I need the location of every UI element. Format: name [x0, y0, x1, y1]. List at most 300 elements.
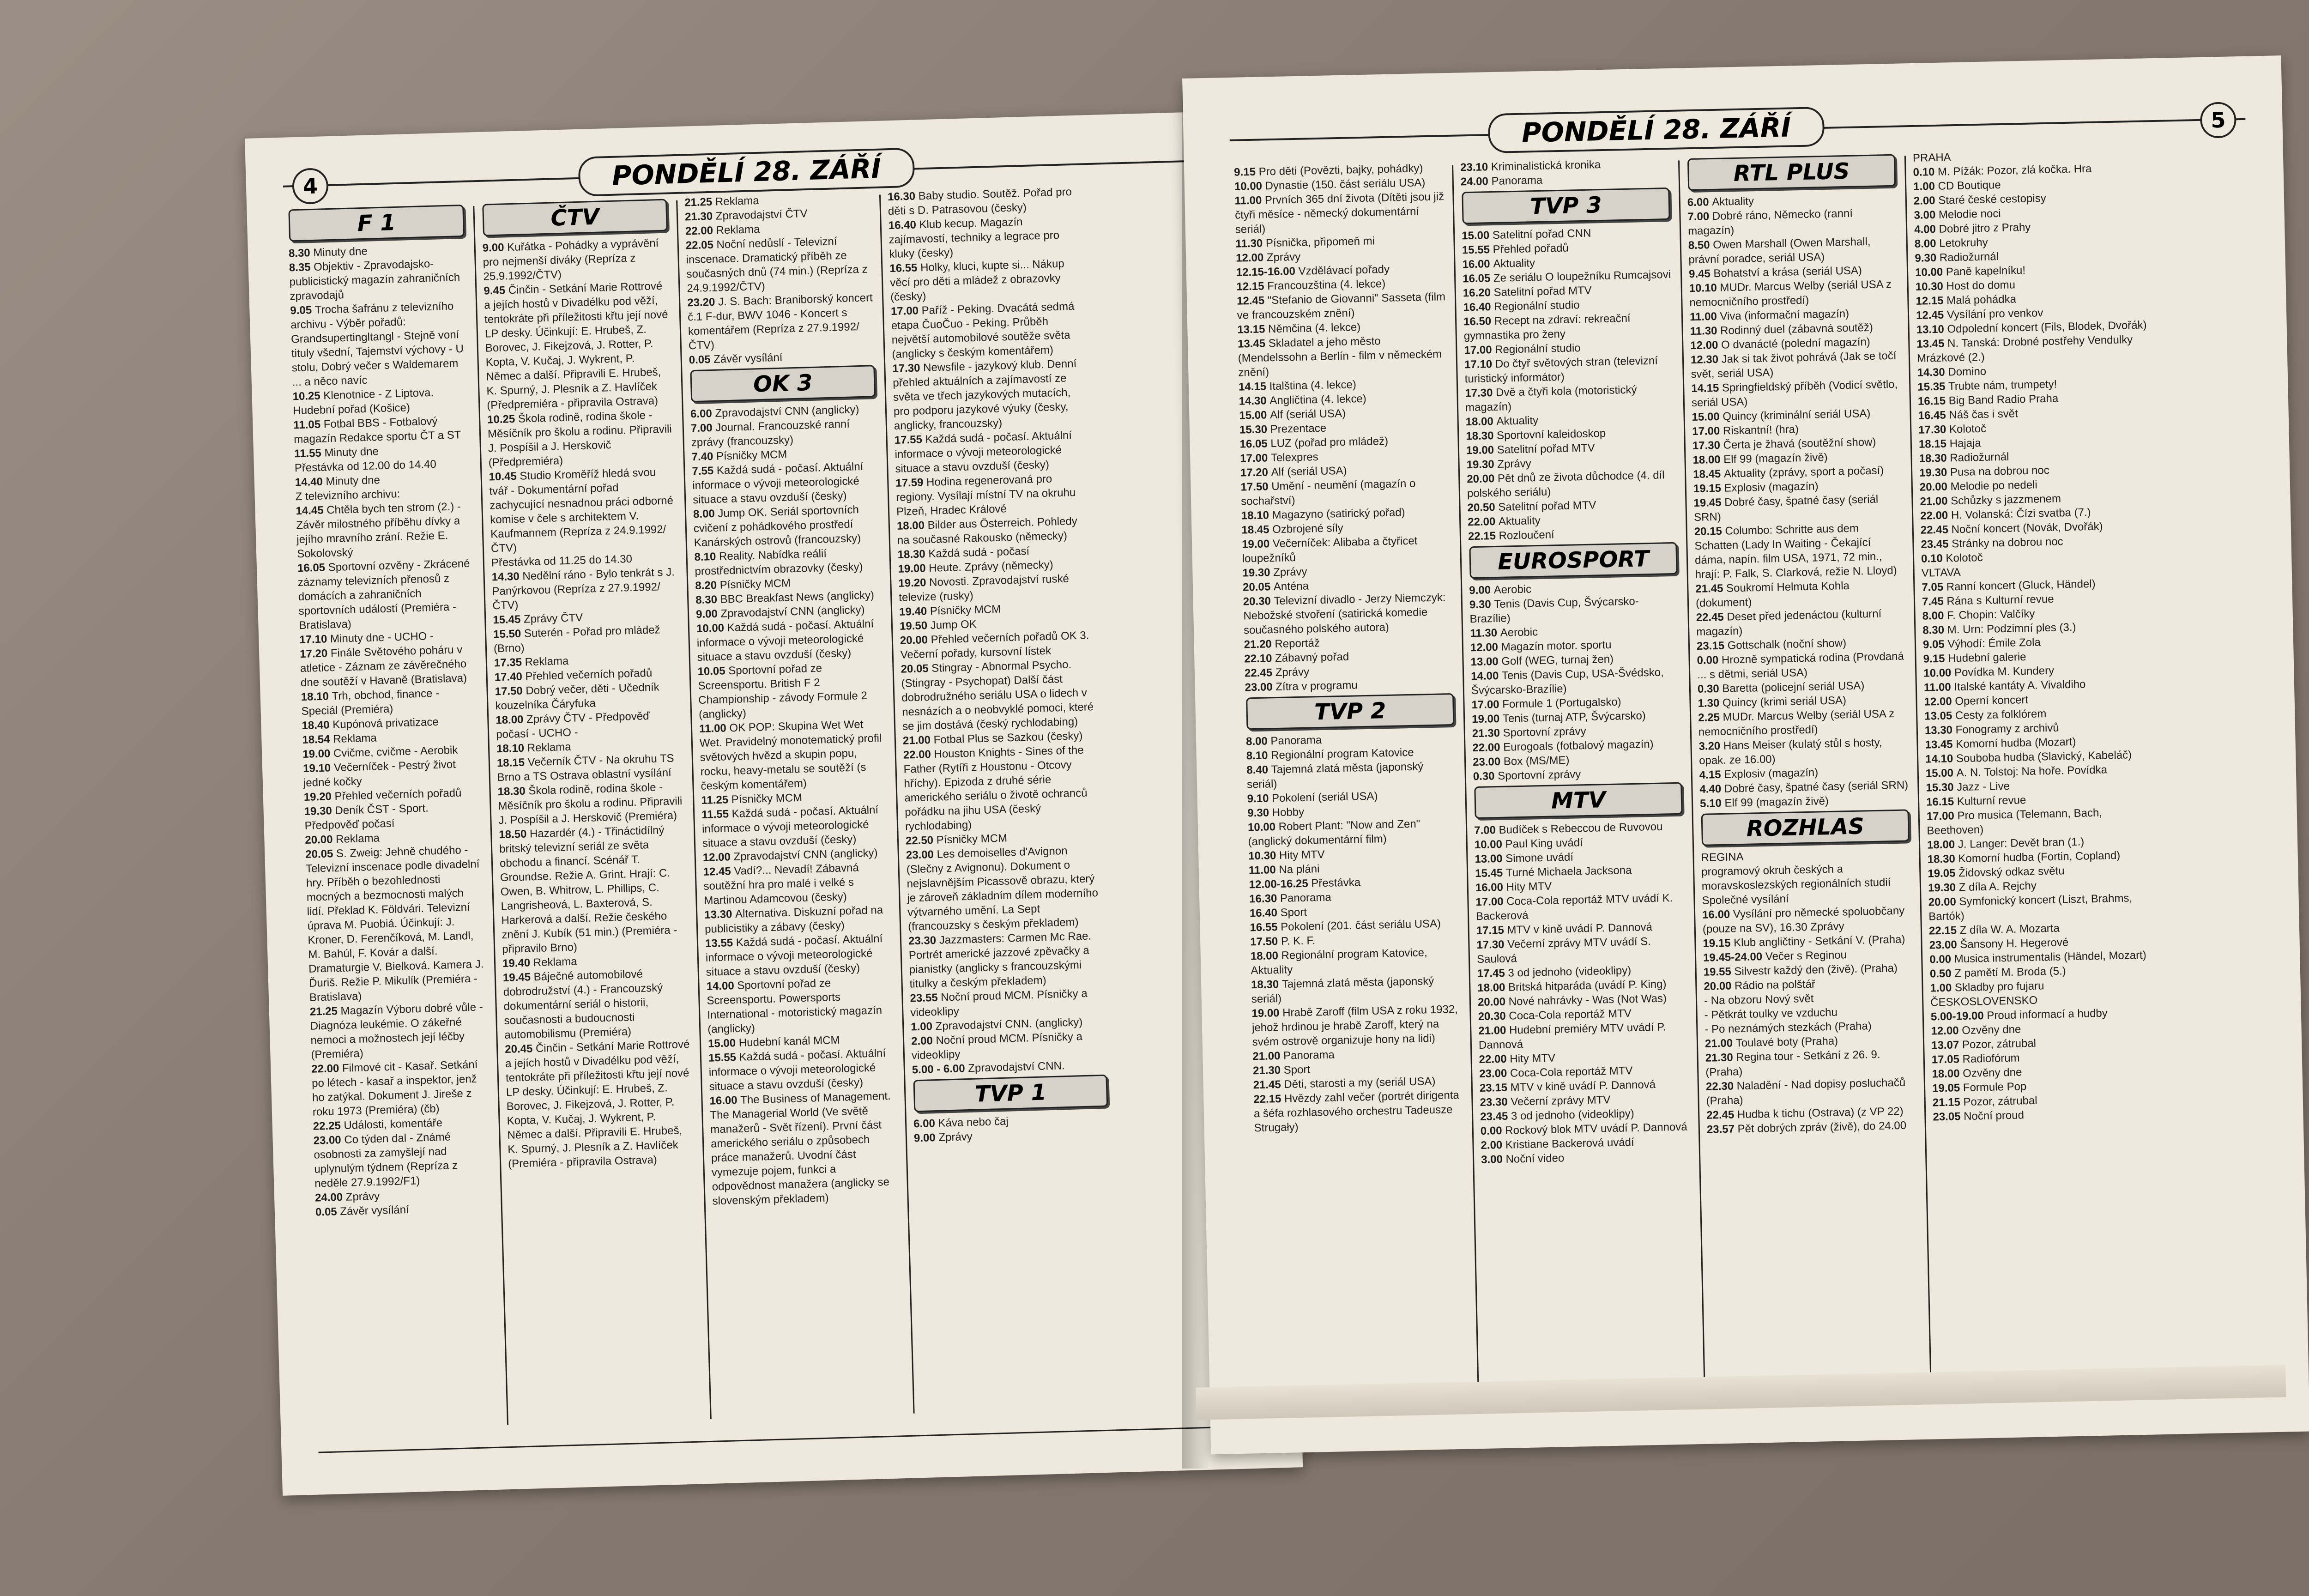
programme-time: 10.30 — [1915, 280, 1946, 293]
programme-title: H. Volanská: Čízi svatba (7.) — [1951, 506, 2091, 522]
programme-time: 15.30 — [1239, 423, 1270, 436]
programme-time: 1.00 — [1930, 981, 1955, 995]
programme-time: 0.50 — [1929, 967, 1955, 980]
programme-time: 13.05 — [1924, 709, 1956, 723]
programme-title: Přehled večerních pořadů OK 3. Večerní pořady, kursovní lístek — [900, 629, 1089, 661]
programme-title: Hity MTV — [1506, 880, 1552, 894]
programme-list — [1465, 579, 1686, 784]
programme-title: Viva (informační magazín) — [1720, 307, 1850, 323]
programme-title: Písničky MCM — [719, 577, 791, 592]
programme-time: 19.45 — [502, 971, 534, 985]
programme-title: Heute. Zprávy (německy) — [928, 558, 1053, 574]
programme-time: 20.00 — [1477, 995, 1509, 1009]
programme-time: 11.00 — [1248, 863, 1279, 877]
programme-time: 23.00 — [1479, 1067, 1511, 1080]
programme-title: Fotbal BBS - Fotbalový magazín Redakce sportu ČT a ST — [293, 415, 461, 446]
programme-time: 19.40 — [899, 605, 931, 618]
programme-time: 19.50 — [899, 619, 931, 633]
programme-title: Magazín Výboru dobré vůle - Diagnóza leukémie. O zákeřné nemoci a možnostech její léčby (Premiéra) — [310, 1001, 484, 1061]
programme-title: Springfieldský příběh (Vodicí světlo, seriál USA) — [1691, 378, 1898, 410]
programme-title: Jump OK. Seriál sportovních cvičení z pohádkového prostředí Kanárských ostrovů (francouzsky) — [693, 503, 861, 550]
programme-title: - Po neznámých stezkách (Praha) — [1705, 1020, 1872, 1036]
programme-title: Sportovní zprávy — [1497, 768, 1581, 783]
programme-title: Baby studio. Soutěž. Pořad pro děti s D. Patrasovou (česky) — [888, 186, 1072, 218]
programme-title: Hity MTV — [1510, 1052, 1556, 1065]
programme-time: 21.45 — [1253, 1078, 1284, 1092]
programme-time: 17.00 — [1926, 810, 1958, 823]
programme-title: programový okruh českých a moravskoslezských regionálních studií Společné vysílání — [1701, 863, 1891, 907]
programme-time: 0.10 — [1921, 552, 1946, 565]
programme-title: Reklama — [525, 654, 569, 669]
programme-item — [1469, 593, 1680, 626]
programme-time: 18.00 — [1477, 981, 1509, 995]
programme-title: Regionální studio — [1493, 299, 1580, 313]
programme-time: 22.30 — [1705, 1080, 1737, 1093]
programme-title: Hudba k tichu (Ostrava) (z VP 22) — [1737, 1105, 1904, 1121]
programme-title: Vysílání pro venkov — [1946, 307, 2043, 321]
programme-title: Ozvěny dne — [1961, 1023, 2021, 1037]
programme-title: REGINA — [1701, 850, 1744, 864]
programme-title: Pět dobrých zpráv (živě), do 24.00 — [1737, 1119, 1907, 1136]
programme-time: 22.45 — [1244, 666, 1276, 680]
programme-title: Symfonický koncert (Liszt, Brahms, Bartók) — [1928, 892, 2133, 923]
programme-item — [1476, 934, 1686, 967]
programme-time: 7.55 — [692, 464, 717, 478]
programme-time: 16.05 — [1239, 437, 1271, 451]
programme-time: 20.00 — [1704, 979, 1735, 993]
programme-time: 12.00 — [1470, 641, 1501, 654]
programme-time: 3.00 — [1481, 1153, 1506, 1166]
programme-title: Objektiv - Zpravodajsko-publicistický magazín zahraničních zpravodajů — [289, 257, 460, 303]
programme-title: Melodie po nedeli — [1950, 478, 2037, 493]
programme-title: M. Pížák: Pozor, zlá kočka. Hra — [1937, 162, 2092, 178]
programme-time: 12.15 — [1916, 294, 1947, 308]
programme-title: Ozbrojené síly — [1272, 521, 1343, 536]
programme-time: 13.30 — [1924, 724, 1956, 737]
programme-time: 19.05 — [1932, 1082, 1964, 1095]
programme-time: 20.00 — [305, 833, 336, 846]
programme-time: 21.00 — [1705, 1037, 1736, 1050]
programme-time: 23.55 — [910, 991, 941, 1005]
programme-item — [906, 843, 1104, 934]
programme-item — [888, 213, 1085, 261]
programme-time: 16.15 — [1926, 795, 1958, 809]
programme-title: Náš čas i svět — [1949, 407, 2019, 422]
programme-time: 22.50 — [905, 834, 937, 847]
programme-title: Operní koncert — [1955, 693, 2029, 708]
programme-time: 9.00 — [913, 1131, 939, 1145]
programme-time: 17.30 — [1692, 439, 1723, 453]
programme-time: 19.30 — [1466, 458, 1498, 472]
programme-time: 19.40 — [502, 956, 534, 970]
programme-title: Magazín motor. sportu — [1501, 638, 1612, 653]
programme-title: Tajemná zlatá města (japonský seriál) — [1251, 975, 1434, 1006]
programme-time: 8.00 — [1922, 609, 1947, 623]
programme-item — [496, 708, 683, 742]
programme-title: Hajaja — [1949, 436, 1981, 450]
programme-time: 8.00 — [1245, 735, 1271, 748]
programme-title: Z televizního archivu: — [295, 487, 400, 503]
programme-title: Každá sudá - počasí. Aktuální informace o vývoji meteorologické situace a stavu ovzduší (česky) — [696, 617, 874, 664]
programme-title: Zprávy — [1275, 665, 1310, 679]
programme-time: 19.15 — [1703, 937, 1734, 950]
programme-title: Sport — [1283, 1063, 1311, 1076]
programme-item — [708, 1046, 896, 1094]
programme-time: 4.15 — [1699, 768, 1724, 781]
programme-time: 6.00 — [913, 1117, 938, 1130]
programme-list — [285, 242, 497, 1220]
programme-time: 16.55 — [889, 261, 921, 275]
programme-time: 16.00 — [1702, 908, 1734, 921]
programme-item — [903, 743, 1101, 834]
programme-time: 12.45 — [1916, 308, 1947, 322]
programme-title: Písnička, připomeň mi — [1265, 235, 1375, 250]
programme-time: 18.15 — [496, 756, 528, 770]
programme-time: 14.00 — [1470, 669, 1502, 683]
programme-title: Pro musica (Telemann, Bach, Beethoven) — [1927, 806, 2103, 837]
programme-title: Minuty dne - UCHO - — [330, 630, 434, 646]
programme-title: "Stefanio de Giovanni" Sasseta (film ve francouzském znění) — [1237, 290, 1446, 322]
programme-title: Chtěla bych ten strom (2.) - Závěr milostného příběhu dívky a jejího mravního zrání. Režie E. Sokolovský — [296, 500, 461, 561]
programme-item — [304, 799, 482, 833]
programme-title: Sportovní pořad ze Screensportu. British F 2 Championship - závody Formule 2 (anglicky) — [698, 662, 868, 721]
programme-time: 19.20 — [303, 790, 335, 804]
programme-time: 12.00-16.25 — [1249, 877, 1312, 891]
programme-time: 6.00 — [690, 407, 715, 421]
programme-title: Zpravodajství CNN (anglicky) — [733, 846, 878, 864]
programme-title: Elf 99 (magazín živě) — [1724, 795, 1829, 810]
programme-time: 4.40 — [1699, 782, 1725, 796]
programme-time: 22.45 — [1920, 523, 1952, 537]
day-title: PONDĚLÍ 28. ZÁŘÍ — [1488, 107, 1825, 153]
programme-title: Houston Knights - Sines of the Father (Rytíři z Houstonu - Otcovy hříchy). Epizoda z druhé série amerického seriálu o životě ochranců pořádku na jihu USA (český rychlodabing) — [903, 744, 1088, 833]
programme-title: Italština (4. lekce) — [1269, 378, 1357, 393]
programme-time: 19.00 — [302, 747, 334, 761]
programme-title: Židovský odkaz světu — [1958, 864, 2065, 880]
programme-time: 10.45 — [489, 470, 520, 484]
programme-time: 21.30 — [1472, 726, 1503, 740]
programme-item — [484, 278, 674, 412]
programme-item — [694, 545, 882, 579]
programme-time: 18.15 — [1918, 437, 1950, 451]
programme-time: 17.10 — [299, 633, 331, 647]
programme-title: Hudební galerie — [1947, 651, 2026, 665]
programme-time: 8.10 — [1246, 749, 1271, 762]
programme-item — [1696, 606, 1906, 639]
programme-time: 12.00 — [1924, 695, 1955, 708]
programme-time: 14.30 — [1239, 394, 1270, 408]
programme-time: 18.40 — [302, 719, 333, 732]
programme-time: 14.10 — [1925, 752, 1957, 766]
programme-time: 16.40 — [1463, 300, 1494, 314]
programme-item — [505, 1037, 695, 1171]
programme-time: 12.00 — [702, 851, 734, 864]
programme-title: Reklama — [533, 955, 577, 969]
programme-title: Zprávy — [938, 1130, 973, 1144]
programme-time: 9.15 — [1923, 652, 1948, 665]
programme-item — [309, 1000, 488, 1062]
programme-time: 20.00 — [900, 633, 931, 647]
programme-time: 13.45 — [1925, 738, 1956, 751]
programme-title: Reality. Nabídka reálií prostřednictvím obrazovky (česky) — [695, 547, 863, 578]
programme-title: Paul King uvádí — [1505, 836, 1583, 851]
programme-time: 18.45 — [1692, 467, 1724, 481]
programme-time: 18.30 — [1251, 978, 1282, 991]
programme-item — [908, 929, 1106, 991]
programme-item — [1246, 759, 1457, 792]
programme-time: 18.10 — [301, 690, 332, 704]
programme-title: Zprávy — [345, 1190, 380, 1203]
programme-time: 16.00 — [1475, 881, 1506, 895]
programme-time: 8.20 — [695, 579, 720, 592]
programme-time: 16.50 — [1463, 314, 1495, 328]
programme-item — [709, 1088, 899, 1208]
programme-time: 9.45 — [1688, 267, 1714, 281]
programme-title: Každá sudá - počasí — [928, 544, 1030, 561]
programme-time: 19.00 — [1471, 712, 1503, 726]
programme-time: 13.10 — [1916, 323, 1947, 336]
programme-title: ČESKOSLOVENSKO — [1930, 994, 2038, 1009]
programme-title: Hrabě Zaroff (film USA z roku 1932, jehož hrdinou je hrabě Zaroff, který na svém ostrově organizuje hony na lidi) — [1251, 1003, 1458, 1049]
programme-title: Noční proud MCM. Písničky a videoklipy — [910, 987, 1088, 1019]
programme-title: Aktuality — [1496, 414, 1539, 428]
programme-title: Jump OK — [930, 618, 977, 632]
column-tvp3-eurosport-mtv — [1457, 156, 1699, 1393]
programme-time: 17.00 — [890, 304, 922, 318]
programme-title: Bilder aus Österreich. Pohledy na současné Rakousko (německy) — [897, 514, 1078, 547]
programme-list — [478, 236, 698, 1171]
programme-time: 13.00 — [1475, 852, 1506, 866]
programme-time: 17.00 — [1471, 698, 1503, 712]
programme-title: Ranní koncert (Gluck, Händel) — [1946, 577, 2096, 593]
programme-time: 11.55 — [294, 447, 325, 460]
programme-title: Hvězdy zahl večer (portrét dirigenta a šéfa rozhlasového orchestru Tadeusze Strugały) — [1253, 1088, 1460, 1135]
programme-time: 15.55 — [708, 1051, 740, 1064]
programme-title: Coca-Cola reportáž MTV — [1509, 1007, 1632, 1022]
programme-time: 13.30 — [704, 908, 736, 921]
programme-title: Škola rodině, rodina škole - Měsíčník pro školu a rodinu. Připravili J. Pospíšil a J. Herskovič (Premiéra) — [498, 781, 683, 827]
programme-title: Hudební premiéry MTV uvádí P. Dannová — [1478, 1021, 1666, 1052]
programme-title: Závěr vysílání — [713, 351, 783, 366]
programme-time: 14.45 — [296, 504, 327, 518]
programme-title: Alf (seriál USA) — [1271, 464, 1347, 479]
programme-title: Zábavný pořad — [1275, 650, 1349, 665]
programme-title: Skladby pro fujaru — [1954, 979, 2044, 994]
programme-time: 21.30 — [1252, 1064, 1284, 1077]
programme-time: 23.45 — [1480, 1110, 1511, 1123]
programme-item — [898, 571, 1095, 605]
programme-item — [503, 966, 691, 1042]
programme-item — [704, 903, 892, 937]
programme-item — [1691, 349, 1901, 381]
programme-title: Hudební kanál MCM — [738, 1034, 840, 1049]
programme-item — [1694, 520, 1904, 581]
programme-title: Němčina (4. lekce) — [1268, 321, 1361, 336]
programme-title: Večerníček: Alibaba a čtyřicet loupežníků — [1242, 534, 1418, 565]
programme-title: Skladatel a jeho město (Mendelssohn a Berlín - film v německém znění) — [1238, 335, 1442, 379]
programme-title: Káva nebo čaj — [938, 1115, 1009, 1130]
programme-title: Škola rodině, rodina škole - Měsíčník pro školu a rodinu. Připravili J. Pospíšil a J. Herskovič (Předpremiéra) — [487, 409, 672, 469]
programme-time: 18.50 — [498, 828, 530, 841]
programme-title: Zpravodajství CNN (anglicky) — [720, 603, 865, 620]
programme-title: O dvanácté (polední magazín) — [1721, 335, 1871, 351]
programme-time: 18.30 — [897, 548, 929, 561]
programme-time: 9.05 — [1922, 638, 1948, 651]
programme-time: 19.05 — [1928, 867, 1959, 880]
programme-title: Odpolední koncert (Fils, Blodek, Dvořák) — [1947, 319, 2147, 336]
programme-title: Robert Plant: "Now and Zen" (anglický dokumentární film) — [1248, 817, 1420, 848]
programme-item — [1478, 1020, 1688, 1052]
programme-title: Explosiv (magazín) — [1724, 480, 1819, 495]
programme-item — [1699, 735, 1909, 768]
programme-time: 17.55 — [894, 433, 925, 447]
programme-time: 21.00 — [902, 733, 934, 747]
programme-time: 9.00 — [482, 241, 508, 254]
programme-list — [1470, 819, 1694, 1167]
programme-time: 23.00 — [1929, 938, 1960, 952]
programme-item — [1464, 353, 1674, 386]
programme-time: 7.00 — [1474, 824, 1499, 837]
programme-time: 20.05 — [305, 847, 337, 861]
programme-time: 8.30 — [695, 593, 721, 607]
programme-time: 13.45 — [1237, 337, 1269, 351]
programme-title: Z pamětí M. Brodа (5.) — [1954, 965, 2066, 980]
programme-time: 21.15 — [1932, 1096, 1964, 1109]
programme-time: 22.00 — [1479, 1052, 1510, 1066]
programme-title: Prvních 365 dní života (Dítěti jsou již čtyři měsíce - německý dokumentární seriál) — [1234, 190, 1445, 236]
programme-title: Minuty dne — [324, 445, 379, 459]
programme-title: Hans Meiser (kulatý stůl s hosty, opak. ze 16.00) — [1699, 736, 1882, 767]
programme-title: Každá sudá - počasí. Aktuální informace o vývoji meteorologické situace a stavu ovzduší (česky) — [705, 932, 883, 979]
programme-title: Suterén - Pořad pro mládež (Brno) — [493, 623, 660, 655]
programme-time: 16.20 — [1463, 286, 1494, 300]
programme-title: Telexpres — [1270, 451, 1318, 465]
programme-title: Aktuality — [1493, 257, 1535, 270]
programme-item — [1706, 1075, 1916, 1108]
programme-time: 15.50 — [493, 627, 525, 641]
programme-title: Kolotoč — [1949, 422, 1987, 436]
programme-time: 21.00 — [1920, 495, 1951, 508]
programme-title: Do čtyř světových stran (televizní turistický informátor) — [1464, 354, 1658, 386]
programme-title: Fotbal Plus se Sazkou (česky) — [933, 729, 1083, 746]
programme-time: 11.00 — [1689, 310, 1720, 324]
programme-time: 3.20 — [1699, 739, 1724, 753]
programme-time: 20.50 — [1467, 501, 1499, 514]
programme-time: 22.00 — [1472, 741, 1504, 755]
programme-title: Ozvěny dne — [1962, 1066, 2022, 1080]
programme-title: Klenotnice - Z Liptova. Hudební pořad (Košice) — [293, 386, 434, 417]
programme-title: Journal. Francouzské ranní zprávy (francouzsky) — [691, 417, 850, 449]
programme-item — [1695, 577, 1905, 610]
programme-title: Reklama — [716, 223, 760, 237]
programme-time: 18.00 — [1250, 949, 1281, 963]
programme-time: 20.45 — [504, 1042, 536, 1056]
programme-item — [292, 385, 471, 418]
programme-title: Televizní divadlo - Jerzy Niemczyk: Nebožské stvoření (satirická komedie současného polského autora) — [1243, 591, 1446, 637]
programme-title: Komorní hudba (Fortin, Copland) — [1958, 849, 2121, 865]
programme-title: Večer s Reginou — [1765, 949, 1847, 963]
programme-title: Budíček s Rebeccou de Ruvovou — [1499, 820, 1663, 836]
programme-time: 18.00 — [896, 519, 928, 532]
programme-time: 11.00 — [1234, 194, 1265, 207]
programme-title: Panorama — [1283, 1048, 1335, 1062]
programme-title: Hazardér (4.) - Třináctidílný britský televizní seriál ze světa obchodu a financí. Scénář T. Groundse. Režie A. Grint. Hrají: C. Owen, B. Whitrow, L. Phillips, C. Langrisheová, L. Baxterová, S. Harkerová a další. Režie českého znění J. Kubík (51 min.) (Premiéra - připravilo Brno) — [499, 824, 677, 956]
programme-time: 23.30 — [1480, 1095, 1511, 1109]
programme-time: 15.00 — [1925, 767, 1957, 780]
programme-time: 16.05 — [297, 561, 329, 575]
programme-title: Klub kecup. Magazín zajímavostí, techniky a legrace pro kluky (česky) — [889, 216, 1060, 261]
programme-item — [697, 659, 885, 722]
programme-time: 18.00 — [1465, 415, 1497, 429]
programme-title: Quincy (kriminální seriál USA) — [1723, 407, 1871, 423]
programme-time: 8.30 — [288, 246, 314, 260]
programme-item — [1251, 1002, 1462, 1049]
programme-item — [1248, 816, 1458, 849]
programme-time: 21.30 — [684, 210, 716, 224]
programme-time: 8.00 — [693, 507, 718, 521]
programme-time: 13.55 — [705, 936, 737, 950]
programme-title: MUDr. Marcus Welby (seriál USA z nemocničního prostředí) — [1689, 278, 1892, 309]
programme-title: Reklama — [335, 832, 380, 846]
programme-list — [1457, 156, 1674, 189]
programme-title: Coca-Cola reportáž MTV — [1510, 1064, 1633, 1080]
programme-time: 16.40 — [1249, 906, 1281, 920]
programme-time: 8.00 — [1914, 237, 1940, 250]
programme-time: 18.00 — [1932, 1067, 1963, 1081]
programme-title: J. Langer: Devět bran (1.) — [1958, 835, 2085, 851]
programme-title: Francouzština (4. lekce) — [1267, 277, 1386, 293]
programme-title: Big Band Radio Praha — [1948, 392, 2059, 407]
programme-title: Přehled pořadů — [1493, 242, 1569, 256]
programme-item — [703, 860, 890, 908]
programme-title: Staré české cestopisy — [1938, 192, 2046, 207]
programme-title: LUZ (pořad pro mládež) — [1270, 435, 1389, 450]
programme-item — [482, 236, 670, 284]
programme-title: Dobré ráno, Německo (ranní magazín) — [1687, 207, 1853, 238]
programme-title: CD Boutique — [1938, 178, 2001, 193]
programme-item — [701, 803, 889, 851]
programme-item — [1693, 492, 1904, 525]
programme-item — [1240, 476, 1451, 508]
programme-title: VLTAVA — [1921, 566, 1961, 580]
station-label: OK 3 — [690, 365, 876, 402]
programme-item — [290, 299, 470, 390]
programme-time: 19.30 — [1242, 566, 1274, 580]
programme-time: 10.00 — [1923, 666, 1955, 680]
programme-item — [705, 931, 893, 979]
programme-title: Columbo: Schritte aus dem Schatten (Lady In Waiting - Čekající dáma, napín. film USA, 1971, 72 min., hrají: P. Falk, S. Clarková, režie N. Lloyd) — [1694, 522, 1897, 581]
programme-title: Cesty za folklórem — [1955, 707, 2047, 722]
programme-title: Zprávy — [1497, 457, 1532, 471]
programme-title: Quincy (krimi seriál USA) — [1722, 694, 1847, 709]
programme-title: Večerní zprávy MTV uvádí S. Saulová — [1476, 935, 1651, 966]
programme-list — [910, 1111, 1114, 1145]
programme-title: Noční koncert (Novák, Dvořák) — [1951, 520, 2103, 536]
programme-title: Nové nahrávky - Was (Not Was) — [1508, 992, 1667, 1008]
programme-title: A. N. Tolstoj: Na hoře. Povídka — [1956, 763, 2108, 780]
programme-item — [1463, 310, 1674, 343]
programme-time: 22.45 — [1706, 1108, 1738, 1122]
programme-title: Dobré časy, špatné časy (seriál SRN) — [1724, 779, 1909, 795]
programme-title: Holky, kluci, kupte si... Nákup věcí pro děti a mládež z obrazovky (česky) — [889, 257, 1065, 304]
programme-time: 11.00 — [699, 722, 730, 736]
programme-time: 5.00 - 6.00 — [912, 1062, 968, 1076]
programme-title: Přestávka od 12.00 do 14.40 — [294, 458, 437, 475]
programme-time: 7.00 — [690, 421, 716, 435]
programme-time: 19.15 — [1693, 482, 1724, 496]
programme-time: 19.55 — [1703, 965, 1735, 979]
programme-time: 18.30 — [497, 785, 529, 798]
